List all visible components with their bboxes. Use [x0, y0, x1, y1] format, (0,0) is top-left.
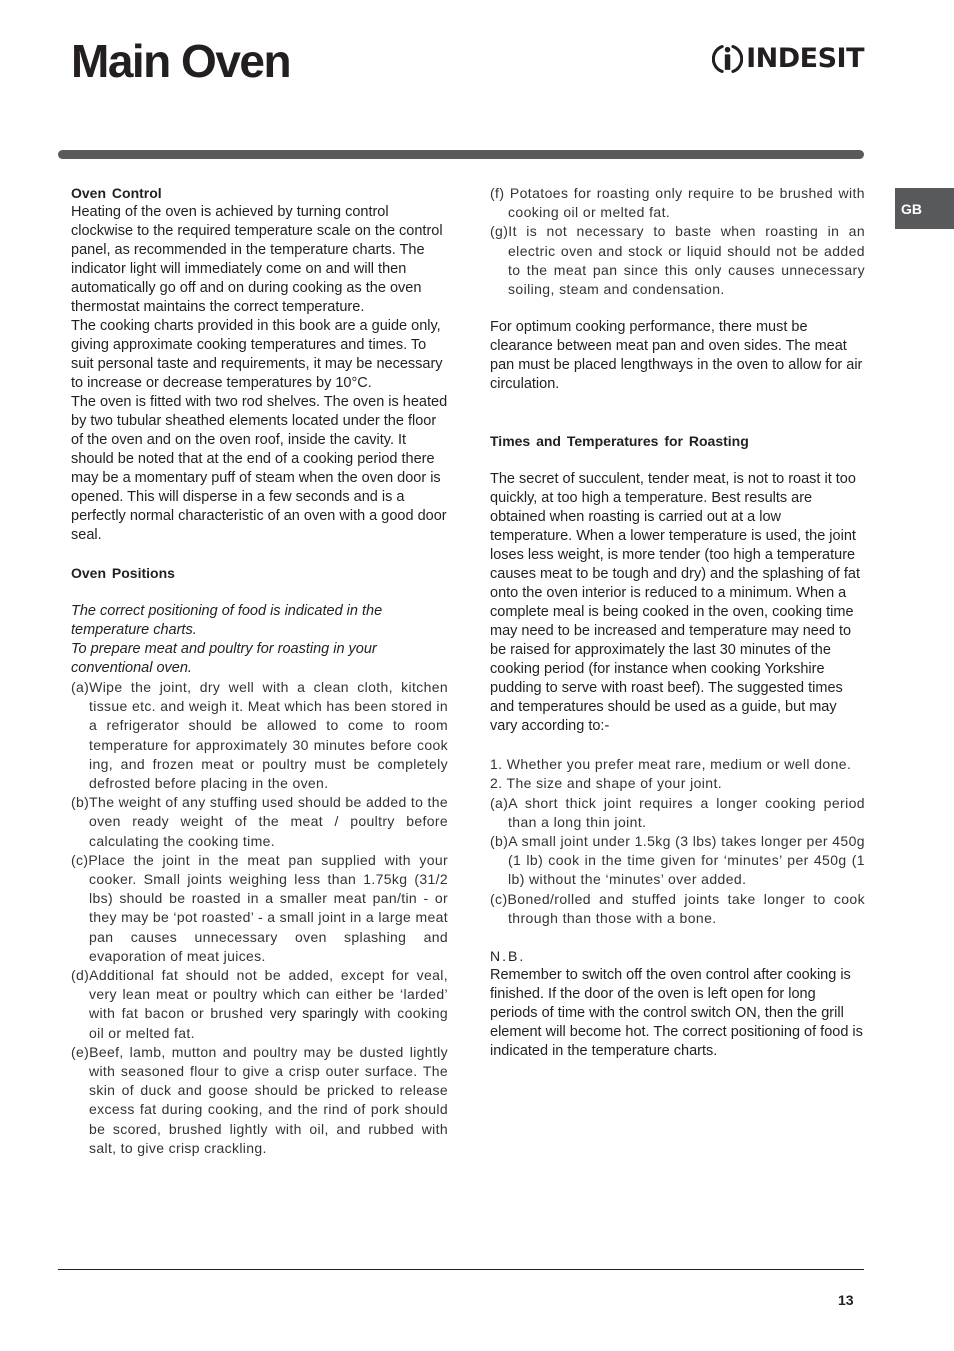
clearance-paragraph: For optimum cooking performance, there must be clearance between meat pan and oven sides. The meat pan must be placed lengthways in the oven to allow for air circulation. — [490, 319, 863, 393]
right-column — [490, 184, 865, 1061]
list-item-b: (b)The weight of any stuffing used should be added to the oven ready weight of the meat / poultry before calculating the cooking time. — [71, 794, 448, 849]
list-item-2: 2. The size and shape of your joint. — [490, 775, 723, 792]
oven-control-paragraph-1: Heating of the oven is achieved by turning control clockwise to the required temperature scale on the control panel, as recommended in the temperature charts. The indicator light will immediately come on and will then automatically go off and on during cooking as the oven thermostat maintains the correct temperature. — [71, 204, 443, 315]
oven-control-paragraph-3: The oven is fitted with two rod shelves. The oven is heated by two tubular sheathed elements located under the floor of the oven and on the oven roof, inside the cavity. It should be noted that at the end of a cooking period there may be a momentary puff of steam when the oven door is opened. This will disperse in a few seconds and is a perfectly normal characteristic of an oven with a good door seal. — [71, 394, 448, 543]
list-item-a: (a)Wipe the joint, dry well with a clean cloth, kitchen tissue etc. and weigh it. Meat which has been stored in a refrigerator should be allowed to come to room temperature for approximately 30 minutes before cook ing, and frozen meat or poultry must be completely defrosted before placing in the oven. — [71, 679, 448, 792]
times-temperatures-heading: Times and Temperatures for Roasting — [490, 433, 749, 450]
page-number: 13 — [838, 1292, 854, 1308]
oven-positions-note-1: The correct positioning of food is indicated in the temperature charts. — [71, 603, 383, 638]
oven-control-paragraph-2: The cooking charts provided in this book are a guide only, giving approximate cooking temperatures and times. To suit personal taste and requirements, it may be necessary to increase or decrease temperatures by 10°C. — [71, 318, 443, 391]
left-column — [71, 184, 448, 1158]
list-item-f: (f) Potatoes for roasting only require to be brushed with cooking oil or melted fat. — [490, 185, 865, 221]
nb-label: N.B. — [490, 948, 526, 965]
list-item-1: 1. Whether you prefer meat rare, medium or well done. — [490, 756, 852, 773]
list-item-e: (e)Beef, lamb, mutton and poultry may be dusted lightly with seasoned flour to give a crisp outer surface. The skin of duck and goose should be pricked to release excess fat during cooking, and the rind of pork should be scored, brushed lightly with oil, and rubbed with salt, to give crisp crackling. — [71, 1043, 448, 1156]
page-title: Main Oven — [71, 35, 291, 87]
footer-divider — [58, 1269, 864, 1270]
oven-positions-heading: Oven Positions — [71, 565, 175, 581]
language-tab-gb: GB — [895, 188, 954, 229]
list-item-g: (g)It is not necessary to baste when roasting in an electric oven and stock or liquid should not be added to the meat pan since this only causes unnecessary soiling, steam and condensation. — [490, 223, 865, 298]
indesit-wordmark: INDESIT — [746, 43, 864, 74]
list-item-d-emphasis: very sparingly — [269, 1005, 359, 1022]
list-item-2c: (c)Boned/rolled and stuffed joints take longer to cook through than those with a bone. — [490, 890, 865, 926]
list-item-d-start: (d)Additional fat should not be added, except for veal, very lean meat or poultry which can either be ‘larded’ with fat bacon or brushed — [71, 967, 448, 1022]
oven-positions-note-2: To prepare meat and poultry for roasting in your conventional oven. — [71, 641, 377, 676]
roasting-paragraph: The secret of succulent, tender meat, is not to roast it too quickly, at too high a temperature. Best results are obtained when roasting is carried out at a low temperature. When a lower temperature is used, the joint loses less weight, is more tender (too high a temperature causes meat to be tough and dry) and the splashing of fat onto the oven interior is reduced to a minimum. When a complete meal is being cooked in the oven, cooking time may need to be increased and temperature may need to be raised for approximately the last 30 minutes of the cooking period (for instance when cooking Yorkshire pudding to serve with roast beef). The suggested times and temperatures should be used as a guide, but may vary according to:- — [490, 471, 860, 735]
nb-paragraph: Remember to switch off the oven control after cooking is finished. If the door of the oven is left open for long periods of time with the control switch ON, then the grill element will become hot. The correct positioning of food is indicated in the temperature charts. — [490, 967, 863, 1060]
indesit-logo — [712, 38, 864, 80]
indesit-logo-mark-icon — [712, 38, 743, 80]
header-divider — [58, 150, 864, 159]
list-item-2b: (b)A small joint under 1.5kg (3 lbs) takes longer per 450g (1 lb) cook in the time given for ‘minutes’ per 450g (1 lb) without the ‘minutes’ over added. — [490, 833, 865, 888]
list-item-2a: (a)A short thick joint requires a longer cooking period than a long thin joint. — [490, 794, 865, 830]
list-item-c: (c)Place the joint in the meat pan supplied with your cooker. Small joints weighing less than 1.75kg (31/2 lbs) should be roasted in a smaller meat pan/tin - or they may be ‘pot roasted’ - a small joint in a large meat pan causes unnecessary oven splashing and evaporation of meat juices. — [71, 851, 448, 964]
list-item-d-end: with cooking oil or melted fat. — [89, 1005, 448, 1041]
oven-control-heading: Oven Control — [71, 185, 162, 201]
list-item-d — [71, 966, 448, 1043]
